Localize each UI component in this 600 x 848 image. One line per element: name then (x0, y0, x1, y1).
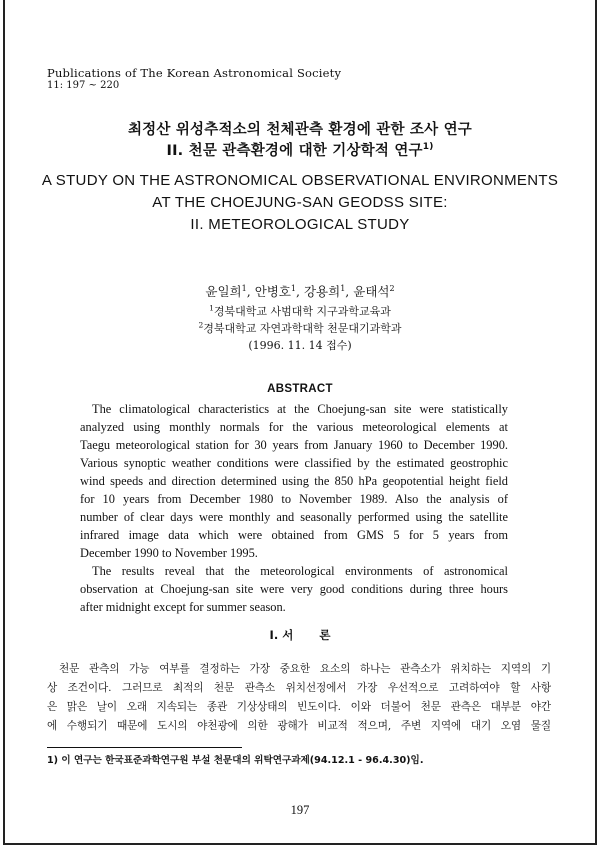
footnote: 1) 이 연구는 한국표준과학연구원 부설 천문대의 위탁연구과제(94.12.1 - 96.4.30)임. (47, 755, 424, 766)
author-list: 윤일희$^1$, 안병호$^1$, 강용희$^1$, 윤태석$^2$ (205, 283, 395, 299)
abstract-line: December 1990 to November 1995. (80, 546, 258, 560)
korean-title-line-2-text: II. 천문 관측환경에 대한 기상학적 연구 (166, 143, 423, 159)
abstract-line: infrared image data which were obtained from GMS 5 for 5 years from (80, 528, 508, 542)
body-line: 은 맑은 날이 오래 지속되는 종관 기상상태의 빈도이다. 이와 더불어 천문 관측은 대부분 야간 (47, 701, 551, 713)
section-title-part-2: 론 (319, 628, 331, 642)
affiliation-mark: 2 (198, 320, 204, 330)
author-affiliation-mark: 1 (290, 283, 297, 293)
section-heading (0, 627, 600, 643)
english-title-line-2: AT THE CHOEJUNG-SAN GEODSS SITE: (152, 194, 448, 211)
affiliation-1 (0, 303, 600, 319)
english-title-line-3: II. METEOROLOGICAL STUDY (190, 216, 410, 233)
abstract-line: for 10 years from December 1980 to November 1989. Also the analysis of (80, 492, 508, 506)
abstract-line: observation at Choejung-san site were very good conditions during three hours (80, 582, 508, 596)
volume-pages: 11: 197 ~ 220 (47, 80, 120, 91)
korean-title-line-2 (0, 139, 600, 160)
affiliation-mark: 1 (209, 303, 214, 313)
abstract-line: wind speeds and direction determined using the 850 hPa geopotential height field (80, 474, 508, 488)
author-name: 강용희 (303, 284, 341, 299)
abstract-line: Taegu meteorological station for 30 years from January 1960 to December 1990. (80, 438, 508, 452)
korean-title-line-1: 최정산 위성추적소의 천체관측 환경에 관한 조사 연구 (127, 122, 473, 138)
abstract-heading: ABSTRACT (267, 383, 333, 395)
abstract-line: The results reveal that the meteorological environments of astronomical (92, 564, 508, 578)
received-date: (1996. 11. 14 접수) (248, 339, 352, 352)
abstract-line: analyzed using monthly normals for the various meteorological elements at (80, 420, 508, 434)
section-number: I. (269, 628, 279, 642)
body-line: 천문 관측의 가능 여부를 결정하는 가장 중요한 요소의 하나는 관측소가 위치하는 지역의 기 (59, 663, 551, 675)
abstract-line: number of clear days were monthly and seasonally performed using the satellite (80, 510, 508, 524)
body-line: 상 조건이다. 그러므로 최적의 천문 관측소 위치선정에서 가장 우선적으로 고려하여야 할 사항 (47, 682, 551, 694)
affiliation-text: 경북대학교 자연과학대학 천문대기과학과 (203, 322, 402, 335)
author-affiliation-mark: 2 (389, 283, 395, 293)
abstract-line: Various synoptic weather conditions were classified by the estimated geostrophic (80, 456, 508, 470)
affiliation-2 (0, 320, 600, 336)
author-affiliation-mark: 1 (340, 283, 346, 293)
english-title-line-1: A STUDY ON THE ASTRONOMICAL OBSERVATIONAL ENVIRONMENTS (41, 172, 559, 189)
author-name: 안병호 (254, 284, 291, 299)
journal-name: Publications of The Korean Astronomical Society (47, 66, 342, 80)
section-title-part-1: 서 (282, 628, 294, 642)
author-name: 윤태석 (353, 284, 390, 299)
body-line: 에 수행되기 때문에 도시의 야천광에 의한 광해가 비교적 적으며, 주변 지역에 대기 오염 물질 (47, 720, 551, 732)
affiliation-text: 경북대학교 사범대학 지구과학교육과 (213, 305, 391, 318)
title-footnote-mark: 1) (422, 142, 434, 153)
author-affiliation-mark: 1 (241, 283, 247, 293)
page-number: 197 (290, 803, 310, 817)
abstract-line: The climatological characteristics at the Choejung-san site were statistically (92, 402, 508, 416)
footnote-rule (47, 747, 242, 748)
author-name: 윤일희 (205, 284, 242, 299)
abstract-line: after midnight except for summer season. (80, 600, 286, 614)
